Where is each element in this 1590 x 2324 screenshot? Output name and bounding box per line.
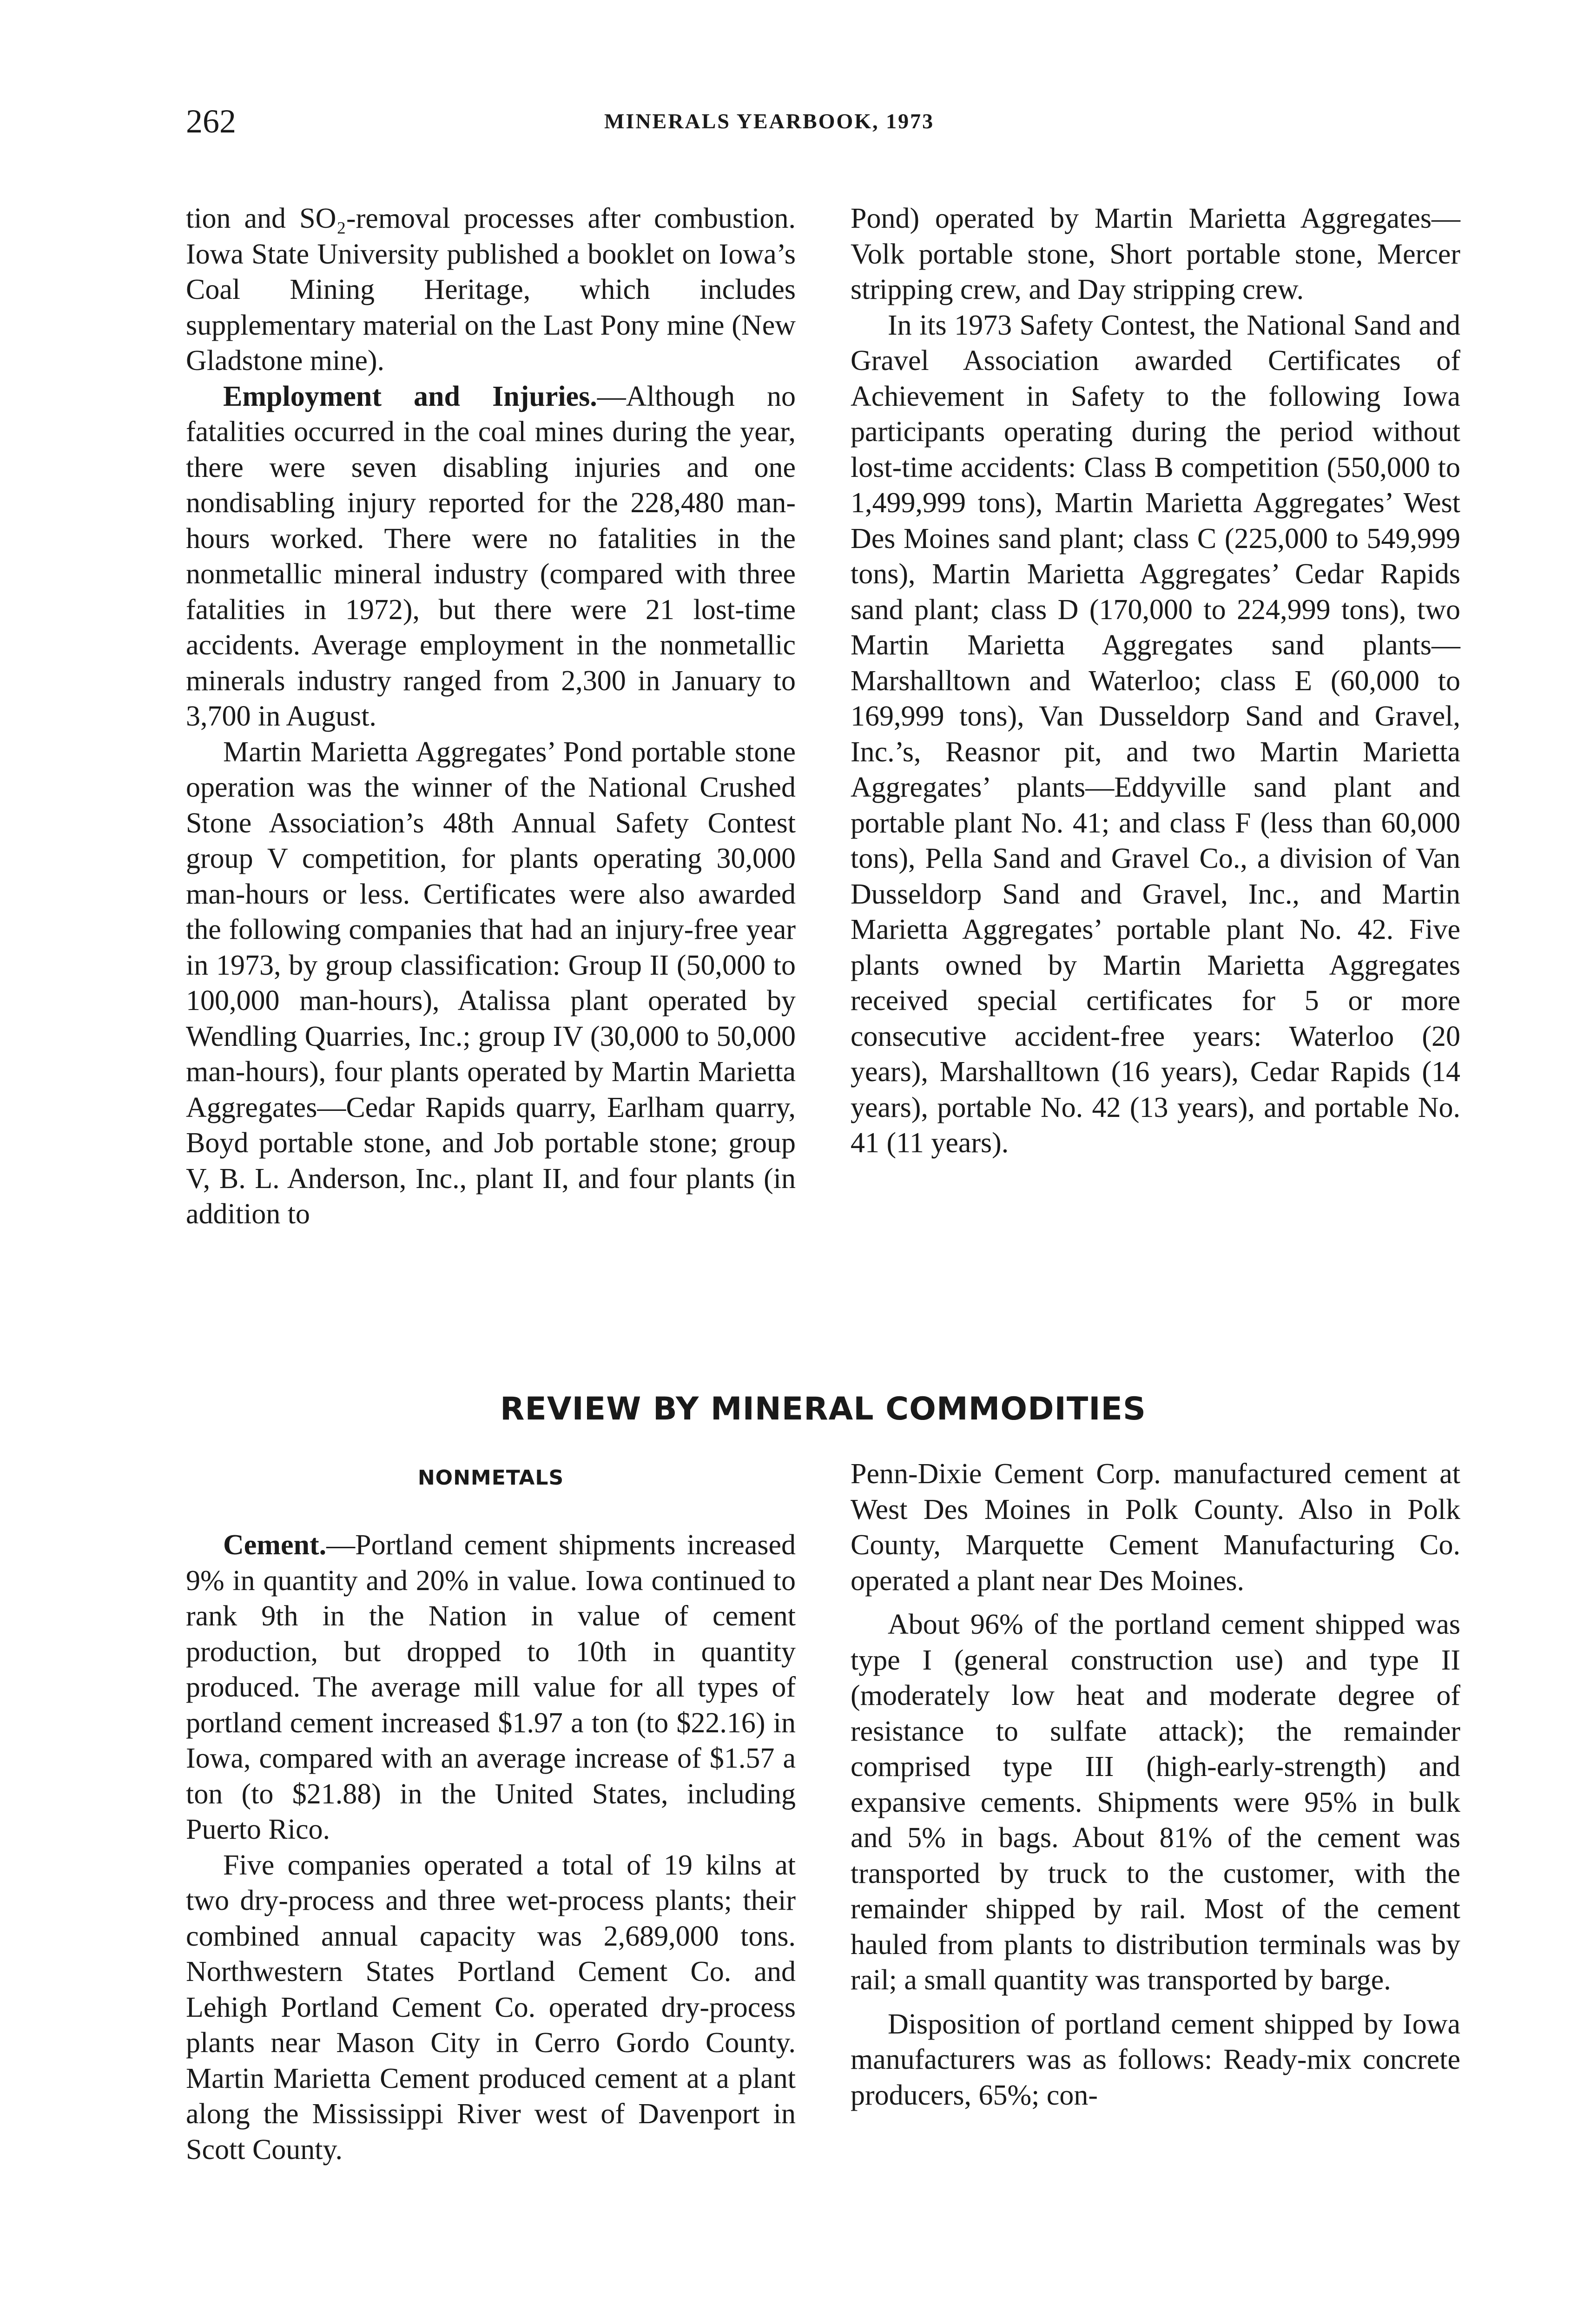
paragraph: Penn-Dixie Cement Corp. manufactured cement at West Des Moines in Polk County. Also in Polk County, Marquette Cement Manufacturing Co. operated a plant near Des Moines.	[851, 1458, 1460, 1597]
running-head: MINERALS YEARBOOK, 1973	[604, 109, 935, 133]
column-bottom-left	[186, 1527, 796, 2167]
column-top-right	[851, 201, 1460, 1161]
paragraph: tion and SO₂-removal processes after combustion. Iowa State University published a booklet on Iowa’s Coal Mining Heritage, which includes supplementary material on the Last Pony mine (New Gladstone mine).	[186, 203, 796, 376]
subsection-title: NONMETALS	[417, 1466, 564, 1490]
column-bottom-right	[851, 1456, 1460, 2113]
paragraph: Five companies operated a total of 19 kilns at two dry-process and three wet-process plants; their combined annual capacity was 2,689,000 tons. Northwestern States Portland Cement Co. and Lehigh Portland Cement Co. operated dry-process plants near Mason City in Cerro Gordo County. Martin Marietta Cement produced cement at a plant along the Mississippi River west of Davenport in Scott County.	[186, 1849, 796, 2166]
paragraph: Martin Marietta Aggregates’ Pond portable stone operation was the winner of the National Crushed Stone Association’s 48th Annual Safety Contest group V competition, for plants operating 30,000 man-hours or less. Certificates were also awarded the following companies that had an injury-free year in 1973, by group classification: Group II (50,000 to 100,000 man-hours), Atalissa plant operated by Wendling Quarries, Inc.; group IV (30,000 to 50,000 man-hours), four plants operated by Martin Marietta Aggregates—Cedar Rapids quarry, Earlham quarry, Boyd portable stone, and Job portable stone; group V, B. L. Anderson, Inc., plant II, and four plants (in addition to	[186, 736, 796, 1230]
section-title: REVIEW BY MINERAL COMMODITIES	[500, 1391, 1146, 1427]
page-number: 262	[186, 103, 236, 140]
paragraph-body: —Although no fatalities occurred in the coal mines during the year, there were seven disabling injuries and one nondisabling injury reported for the 228,480 man-hours worked. There were no fatalities in the nonmetallic mineral industry (compared with three fatalities in 1972), but there were 21 lost-time accidents. Average employment in the nonmetallic minerals industry ranged from 2,300 in January to 3,700 in August.	[186, 380, 796, 732]
paragraph: Disposition of portland cement shipped by Iowa manufacturers was as follows: Ready-mix concrete producers, 65%; con-	[851, 2008, 1460, 2111]
paragraph: About 96% of the portland cement shipped was type I (general construction use) and type II (moderately low heat and moderate degree of resistance to sulfate attack); the remainder comprised type III (high-early-strength) and expansive cements. Shipments were 95% in bulk and 5% in bags. About 81% of the cement was transported by truck to the customer, with the remainder shipped by rail. Most of the cement hauled from plants to distribution terminals was by rail; a small quantity was transported by barge.	[851, 1609, 1460, 1996]
run-in-heading: Cement.	[223, 1529, 327, 1561]
paragraph-body: —Portland cement shipments increased 9% in quantity and 20% in value. Iowa continued to rank 9th in the Nation in value of cement production, but dropped to 10th in quantity produced. The average mill value for all types of portland cement increased $1.97 a ton (to $22.16) in Iowa, compared with an average increase of $1.57 a ton (to $21.88) in the United States, including Puerto Rico.	[186, 1529, 796, 1845]
column-top-left	[186, 201, 796, 1232]
run-in-heading: Employment and Injuries.	[223, 380, 597, 412]
paragraph: Pond) operated by Martin Marietta Aggregates—Volk portable stone, Short portable stone, Mercer stripping crew, and Day stripping crew.	[851, 203, 1460, 305]
paragraph: In its 1973 Safety Contest, the National Sand and Gravel Association awarded Certificates of Achievement in Safety to the following Iowa participants operating during the period without lost-time accidents: Class B competition (550,000 to 1,499,999 tons), Martin Marietta Aggregates’ West Des Moines sand plant; class C (225,000 to 549,999 tons), Martin Marietta Aggregates’ Cedar Rapids sand plant; class D (170,000 to 224,999 tons), two Martin Marietta Aggregates sand plants—Marshalltown and Waterloo; class E (60,000 to 169,999 tons), Van Dusseldorp Sand and Gravel, Inc.’s, Reasnor pit, and two Martin Marietta Aggregates’ plants—Eddyville sand plant and portable plant No. 41; and class F (less than 60,000 tons), Pella Sand and Gravel Co., a division of Van Dusseldorp Sand and Gravel, Inc., and Martin Marietta Aggregates’ portable plant No. 42. Five plants owned by Martin Marietta Aggregates received special certificates for 5 or more consecutive accident-free years: Waterloo (20 years), Marshalltown (16 years), Cedar Rapids (14 years), portable No. 42 (13 years), and portable No. 41 (11 years).	[851, 309, 1460, 1159]
paragraph-employment-injuries	[186, 379, 796, 734]
paragraph-cement	[186, 1527, 796, 1848]
